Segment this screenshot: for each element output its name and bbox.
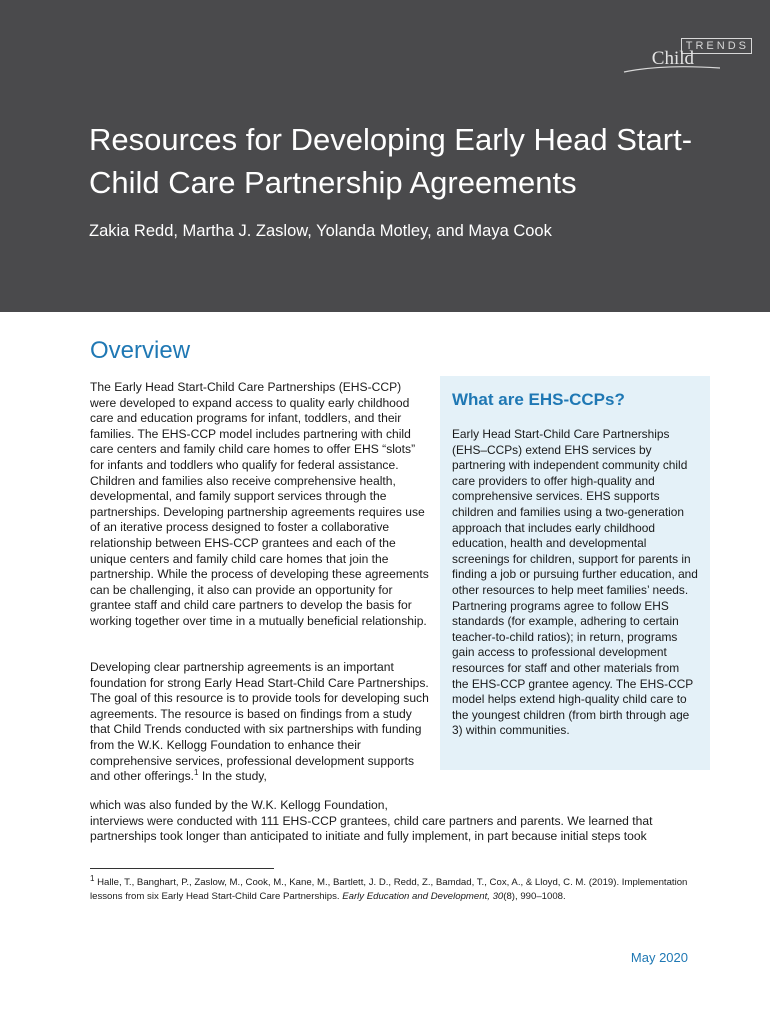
footnote-tail: (8), 990–1008. — [503, 891, 566, 902]
logo-trends-text: TRENDS — [681, 38, 752, 54]
sidebar-body: Early Head Start-Child Care Partnerships (EHS–CCPs) extend EHS services by partnering with independent community child care providers to offer high-quality and comprehensive services. EHS supports children and families using a two-generation approach that includes early childhood education, health and developmental screenings for children, support for parents in finding a job or pursuing further education, and other resources to help meet families’ needs. Partnering programs agree to follow EHS standards (for example, adhering to certain teacher-to-child ratios); in return, programs gain access to professional development resources for staff and other materials from the EHS-CCP grantee agency. The EHS-CCP model helps extend high-quality child care to the youngest children (from birth through age 3) within communities. — [452, 427, 698, 738]
footnote-text: Halle, T., Banghart, P., Zaslow, M., Cook, M., Kane, M., Bartlett, J. D., Redd, Z., Bamdad, T., Cox, A., & Lloyd, C. M. (2019). Implementation lessons from six Early Head Start-Child Care Partnerships. — [90, 877, 688, 902]
sidebar-heading: What are EHS-CCPs? — [452, 390, 625, 409]
publication-date: May 2020 — [630, 950, 688, 965]
footnote-journal: Early Education and Development, 30 — [342, 891, 504, 902]
authors: Zakia Redd, Martha J. Zaslow, Yolanda Motley, and Maya Cook — [89, 222, 552, 240]
logo-swoosh-icon — [622, 62, 722, 76]
overview-paragraph-2 — [90, 660, 430, 785]
footnote-reference[interactable]: 1 — [194, 768, 199, 778]
child-trends-logo — [622, 36, 752, 76]
paragraph-2-line-b: interviews were conducted with 111 EHS-CCP grantees, child care partners and parents. We learned that — [90, 813, 653, 828]
footnote — [90, 873, 690, 904]
ehs-ccp-sidebar — [440, 376, 710, 770]
footnote-mark: 1 — [90, 873, 95, 883]
paragraph-2-line-a: which was also funded by the W.K. Kellogg Foundation, — [90, 798, 388, 812]
logo-child-text: Child — [651, 48, 694, 69]
page-title: Resources for Developing Early Head Start-Child Care Partnership Agreements — [89, 122, 693, 200]
paragraph-2-text: Developing clear partnership agreements is an important foundation for strong Early Head Start-Child Care Partnerships. The goal of this resource is to provide tools for developing such agreements. The resource is based on findings from a study that Child Trends conducted with six partnerships with funding from the W.K. Kellogg Foundation to enhance their comprehensive services, professional development supports and other offerings. — [90, 660, 429, 784]
overview-paragraph-1: The Early Head Start-Child Care Partnerships (EHS-CCP) were developed to expand access to quality early childhood care and education programs for infant, toddlers, and their families. The EHS-CCP model includes partnering with child care centers and family child care homes to offer EHS “slots” for infants and toddlers who qualify for federal assistance. Children and families also receive comprehensive health, developmental, and family support services through the partnerships. Developing partnership agreements requires use of an iterative process designed to foster a collaborative relationship between EHS-CCP grantees and each of the unique centers and family child care homes that join the partnership. While the process of developing these agreements can be challenging, it also can provide an opportunity for grantee staff and child care partners to develop the basis for working together over time in a mutually beneficial relationship. — [90, 380, 429, 628]
paragraph-2-line-c: partnerships took longer than anticipated to initiate and fully implement, in part because initial steps took — [90, 829, 647, 844]
overview-paragraph-2-continued — [90, 798, 690, 845]
paragraph-2-tail: In the study, — [198, 769, 267, 784]
header-banner — [0, 0, 770, 312]
footnote-divider — [90, 868, 274, 869]
overview-heading: Overview — [90, 337, 191, 364]
